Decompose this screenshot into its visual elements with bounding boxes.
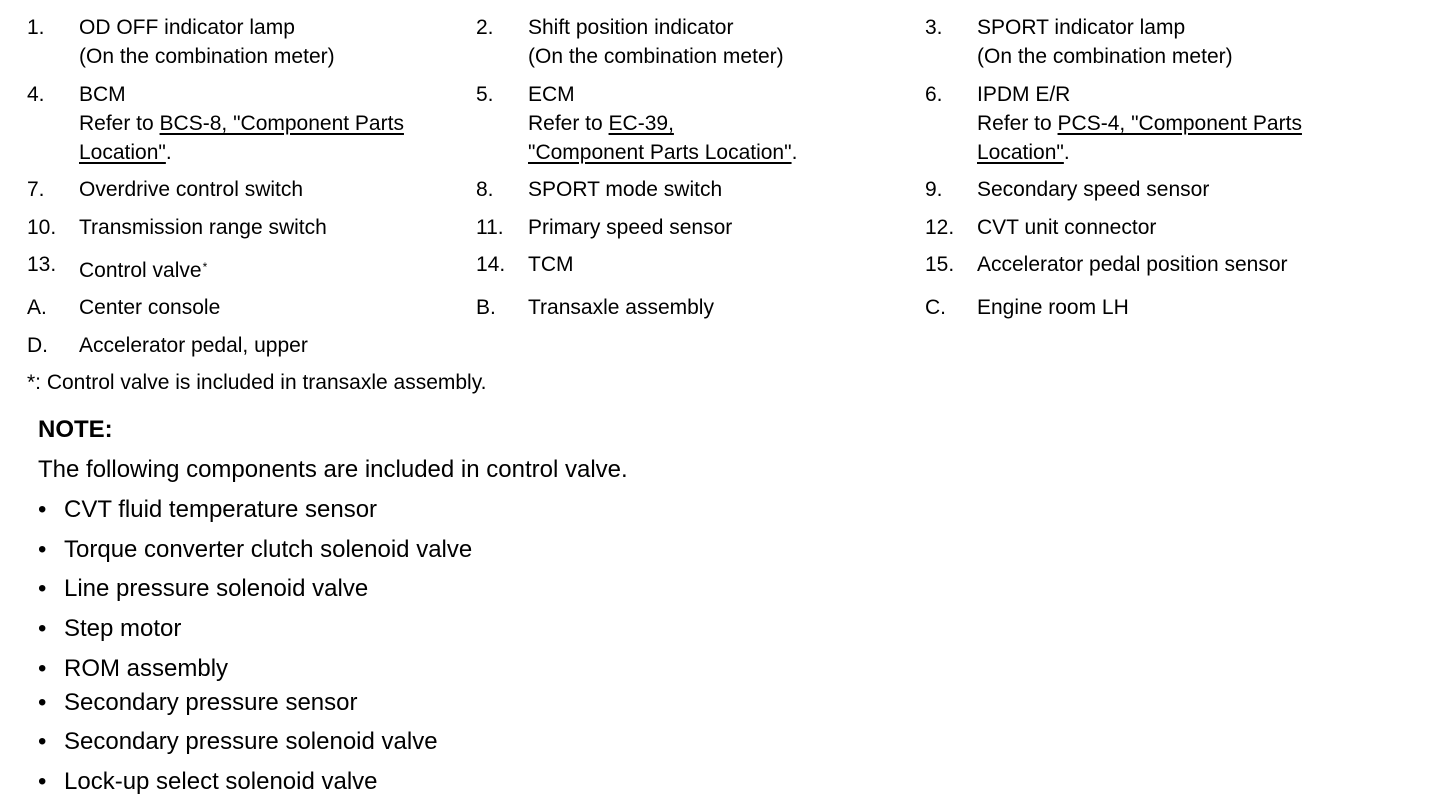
item-letter: D. — [27, 334, 48, 357]
item-label: ECM — [528, 83, 575, 106]
footnote: *: Control valve is included in transaxle assembly. — [27, 371, 487, 394]
list-item-text: CVT fluid temperature sensor — [64, 496, 378, 523]
item-label: Overdrive control switch — [79, 178, 304, 201]
reference-period: . — [1063, 141, 1070, 164]
refer-to-text: Refer to — [79, 112, 160, 135]
item-number: 1. — [27, 16, 45, 39]
item-label: Accelerator pedal position sensor — [977, 253, 1288, 276]
item-number: 3. — [925, 16, 943, 39]
item-number: 5. — [476, 83, 494, 106]
reference-line-cont — [528, 138, 797, 167]
reference-line — [79, 109, 404, 138]
pcs-4-reference-link-cont[interactable]: Location" — [977, 141, 1064, 164]
reference-period: . — [165, 141, 172, 164]
item-label-line — [79, 256, 207, 288]
bcs-8-reference-link-cont[interactable]: Location" — [79, 141, 166, 164]
item-label: Engine room LH — [977, 296, 1129, 319]
item-label: SPORT mode switch — [528, 178, 723, 201]
reference-period: . — [791, 141, 798, 164]
item-number: 12. — [925, 216, 955, 239]
ec-39-reference-link[interactable]: EC-39, — [608, 112, 674, 135]
list-item-text: ROM assembly — [64, 655, 229, 682]
reference-line-cont — [977, 138, 1302, 167]
item-number: 4. — [27, 83, 45, 106]
list-item-text: Torque converter clutch solenoid valve — [64, 536, 473, 563]
item-letter: B. — [476, 296, 496, 319]
refer-to-text: Refer to — [528, 112, 609, 135]
item-label: Center console — [79, 296, 221, 319]
reference-line — [528, 109, 797, 138]
list-item-text: Line pressure solenoid valve — [64, 575, 369, 602]
item-number: 14. — [476, 253, 506, 276]
item-number: 2. — [476, 16, 494, 39]
item-label: Transmission range switch — [79, 216, 327, 239]
reference-line — [977, 109, 1302, 138]
item-label: Primary speed sensor — [528, 216, 733, 239]
item-label: Control valve — [79, 259, 202, 282]
item-label: Shift position indicator — [528, 16, 734, 39]
item-label: Accelerator pedal, upper — [79, 334, 308, 357]
item-number: 8. — [476, 178, 494, 201]
bullet-icon: • — [38, 496, 47, 523]
item-label: BCM — [79, 83, 126, 106]
list-item-text: Step motor — [64, 615, 182, 642]
ec-39-reference-link-cont[interactable]: "Component Parts Location" — [528, 141, 792, 164]
item-label: CVT unit connector — [977, 216, 1157, 239]
item-number: 7. — [27, 178, 45, 201]
note-intro: The following components are included in control valve. — [38, 456, 628, 483]
item-number: 9. — [925, 178, 943, 201]
bullet-icon: • — [38, 615, 47, 642]
item-label: IPDM E/R — [977, 83, 1071, 106]
bullet-icon: • — [38, 536, 47, 563]
list-item-text: Lock-up select solenoid valve — [64, 768, 378, 795]
item-number: 10. — [27, 216, 57, 239]
item-number: 15. — [925, 253, 955, 276]
item-label: Transaxle assembly — [528, 296, 714, 319]
item-number: 13. — [27, 253, 57, 276]
item-location: (On the combination meter) — [79, 45, 335, 68]
item-letter: A. — [27, 296, 47, 319]
reference-line-cont — [79, 138, 404, 167]
refer-to-text: Refer to — [977, 112, 1058, 135]
note-title: NOTE: — [38, 416, 113, 443]
list-item-text: Secondary pressure sensor — [64, 689, 358, 716]
bullet-icon: • — [38, 728, 47, 755]
bullet-icon: • — [38, 689, 47, 716]
pcs-4-reference-link[interactable]: PCS-4, "Component Parts — [1057, 112, 1302, 135]
item-letter: C. — [925, 296, 946, 319]
item-location: (On the combination meter) — [977, 45, 1233, 68]
bullet-icon: • — [38, 768, 47, 795]
item-number: 6. — [925, 83, 943, 106]
bcs-8-reference-link[interactable]: BCS-8, "Component Parts — [159, 112, 404, 135]
item-label: TCM — [528, 253, 574, 276]
list-item-text: Secondary pressure solenoid valve — [64, 728, 438, 755]
footnote-marker: * — [202, 260, 208, 274]
bullet-icon: • — [38, 655, 47, 682]
item-label: SPORT indicator lamp — [977, 16, 1186, 39]
item-number: 11. — [476, 216, 504, 239]
item-label: OD OFF indicator lamp — [79, 16, 295, 39]
item-label: Secondary speed sensor — [977, 178, 1210, 201]
bullet-icon: • — [38, 575, 47, 602]
item-location: (On the combination meter) — [528, 45, 784, 68]
